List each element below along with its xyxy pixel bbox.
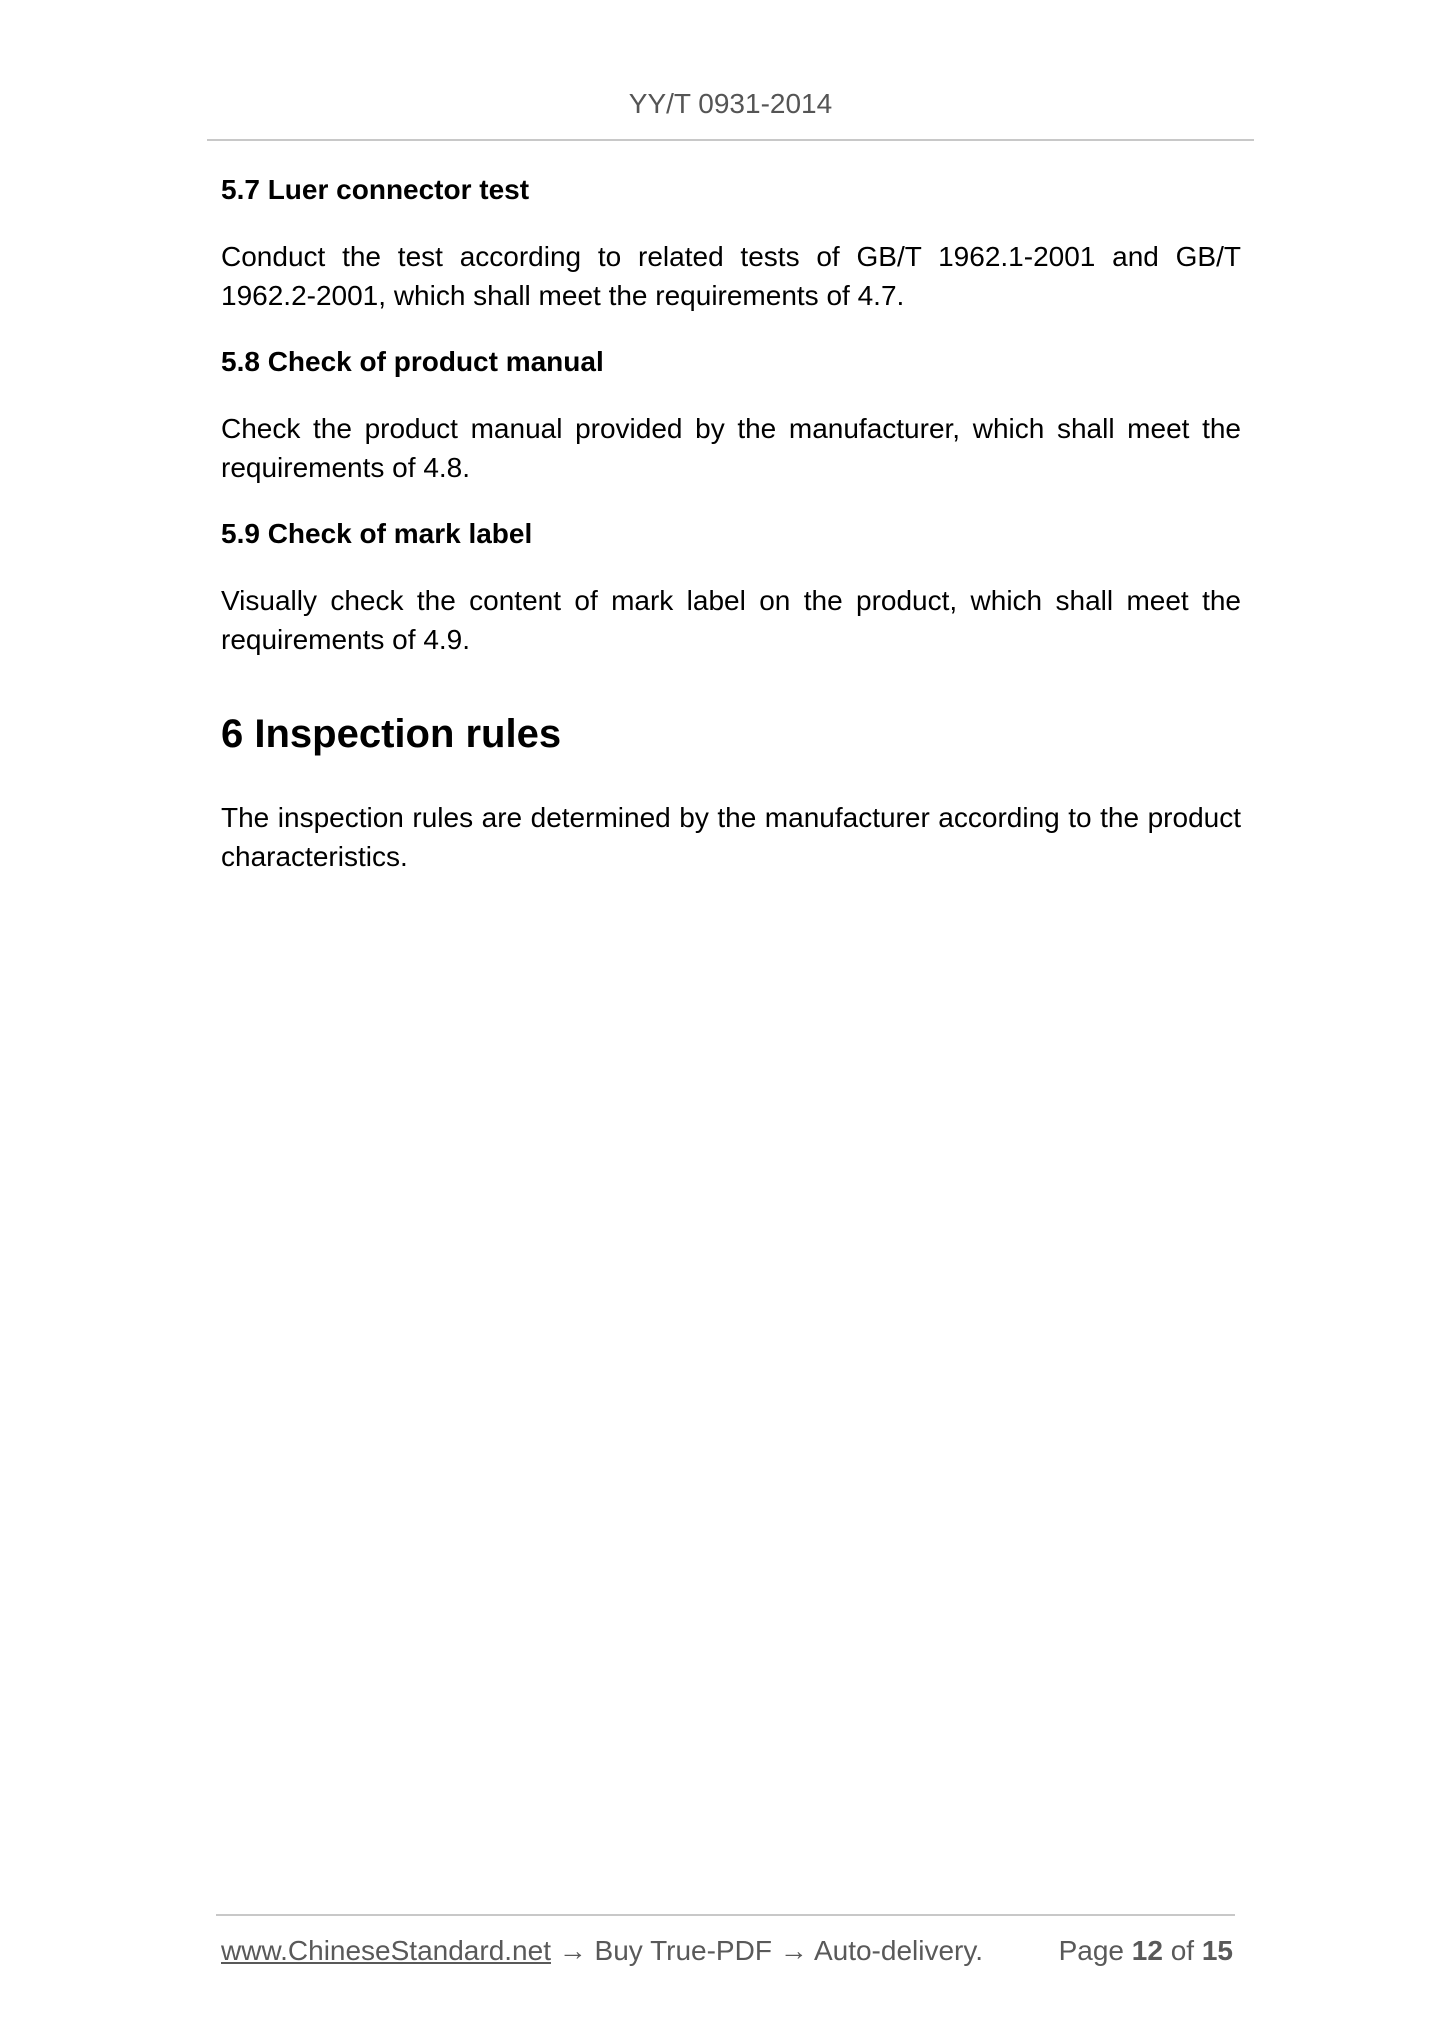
clause-text-6: The inspection rules are determined by the manufacturer according to the product characteristics.: [221, 802, 1241, 872]
section-heading-5-9: 5.9 Check of mark label: [221, 518, 533, 549]
section-heading-5-8: 5.8 Check of product manual: [221, 346, 604, 377]
page-content: [221, 170, 1241, 876]
section-text-5-8: Check the product manual provided by the manufacturer, which shall meet the requirements of 4.8.: [221, 413, 1241, 483]
footer-promo: [221, 1931, 983, 1971]
page-current: 12: [1131, 1935, 1163, 1966]
buy-pdf-text: Buy True-PDF: [594, 1935, 772, 1966]
section-text-5-9: Visually check the content of mark label on the product, which shall meet the requirements of 4.9.: [221, 585, 1241, 655]
arrow-right-icon: →: [558, 1935, 587, 1966]
document-code-header: YY/T 0931-2014: [628, 88, 833, 119]
arrow-right-icon: →: [779, 1935, 808, 1966]
header-divider: [207, 139, 1254, 141]
footer-divider: [216, 1914, 1235, 1916]
clause-heading-6: 6 Inspection rules: [221, 712, 562, 756]
page-label: Page: [1058, 1935, 1124, 1966]
website-link[interactable]: www.ChineseStandard.net: [221, 1935, 551, 1966]
section-heading-5-7: 5.7 Luer connector test: [221, 174, 530, 205]
of-label: of: [1170, 1935, 1195, 1966]
auto-delivery-text: Auto-delivery.: [813, 1935, 984, 1966]
page-indicator: [1059, 1931, 1233, 1971]
section-text-5-7: Conduct the test according to related tests of GB/T 1962.1-2001 and GB/T 1962.2-2001, which shall meet the requirements of 4.7.: [221, 241, 1241, 311]
page-footer: [221, 1931, 1233, 1971]
page-total: 15: [1201, 1935, 1233, 1966]
